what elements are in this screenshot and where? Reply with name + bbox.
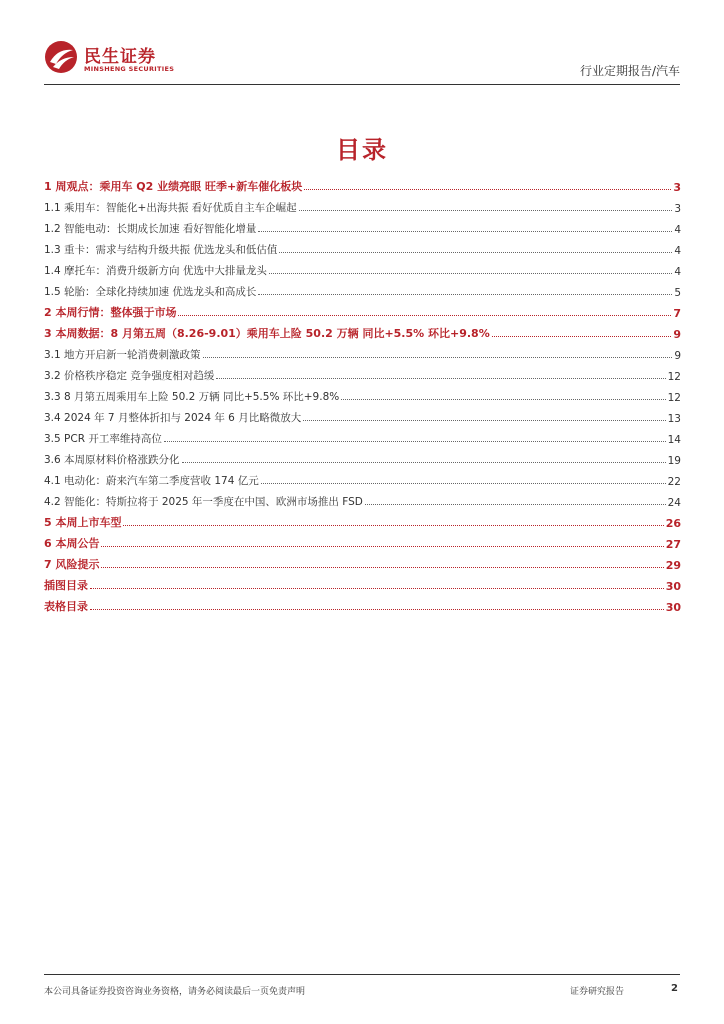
toc-leader-dots	[341, 399, 665, 400]
toc-entry[interactable]	[44, 530, 681, 551]
toc-entry[interactable]	[44, 593, 681, 614]
toc-entry[interactable]	[44, 467, 681, 488]
toc-leader-dots	[90, 588, 664, 589]
toc-entry-label: 7 风险提示	[44, 558, 100, 571]
toc-leader-dots	[261, 483, 666, 484]
toc-entry-label: 1.1 乘用车：智能化+出海共振 看好优质自主车企崛起	[44, 202, 297, 214]
toc-entry-label: 4.1 电动化：蔚来汽车第二季度营收 174 亿元	[44, 475, 259, 487]
toc-leader-dots	[164, 441, 666, 442]
toc-leader-dots	[299, 210, 673, 211]
toc-entry-page: 27	[665, 538, 681, 551]
toc-entry-page: 22	[667, 476, 681, 488]
toc-entry[interactable]	[44, 383, 681, 404]
toc-entry-page: 12	[667, 371, 681, 383]
toc-leader-dots	[303, 420, 665, 421]
toc-leader-dots	[90, 609, 664, 610]
logo-chinese-name: 民生证券	[84, 47, 156, 67]
toc-leader-dots	[203, 357, 673, 358]
toc-entry-label: 2 本周行情：整体强于市场	[44, 306, 177, 319]
footer-report-type: 证券研究报告	[570, 987, 625, 997]
toc-entry[interactable]	[44, 509, 681, 530]
toc-entry-page: 5	[674, 287, 681, 299]
toc-entry[interactable]	[44, 488, 681, 509]
toc-leader-dots	[182, 462, 666, 463]
toc-leader-dots	[101, 546, 663, 547]
toc-entry-page: 4	[674, 224, 681, 236]
toc-entry[interactable]	[44, 173, 681, 194]
toc-entry[interactable]	[44, 425, 681, 446]
toc-entry[interactable]	[44, 299, 681, 320]
toc-entry-page: 4	[674, 266, 681, 278]
toc-leader-dots	[492, 336, 672, 337]
toc-entry-label: 5 本周上市车型	[44, 516, 122, 529]
toc-entry[interactable]	[44, 194, 681, 215]
toc-entry[interactable]	[44, 215, 681, 236]
toc-entry[interactable]	[44, 446, 681, 467]
toc-leader-dots	[123, 525, 663, 526]
toc-entry-label: 3.4 2024 年 7 月整体折扣与 2024 年 6 月比略微放大	[44, 412, 302, 424]
toc-entry-label: 1.5 轮胎：全球化持续加速 优选龙头和高成长	[44, 286, 257, 298]
toc-leader-dots	[258, 294, 672, 295]
page-header	[0, 0, 724, 90]
toc-entry-page: 14	[667, 434, 681, 446]
toc-entry-page: 7	[673, 307, 681, 320]
toc-entry[interactable]	[44, 341, 681, 362]
toc-entry[interactable]	[44, 320, 681, 341]
toc-leader-dots	[178, 315, 671, 316]
toc-entry[interactable]	[44, 572, 681, 593]
toc-entry-page: 12	[667, 392, 681, 404]
document-type: 行业定期报告/汽车	[579, 64, 680, 78]
table-of-contents	[44, 173, 681, 614]
toc-entry-label: 4.2 智能化：特斯拉将于 2025 年一季度在中国、欧洲市场推出 FSD	[44, 496, 363, 508]
toc-leader-dots	[101, 567, 663, 568]
toc-entry-page: 30	[665, 601, 681, 614]
toc-entry-label: 3.6 本周原材料价格涨跌分化	[44, 454, 180, 466]
toc-entry-page: 24	[667, 497, 681, 509]
toc-entry[interactable]	[44, 362, 681, 383]
toc-leader-dots	[216, 378, 665, 379]
toc-entry-label: 3 本周数据：8 月第五周（8.26-9.01）乘用车上险 50.2 万辆 同比+5.5% 环比+9.8%	[44, 327, 490, 340]
toc-entry-page: 19	[667, 455, 681, 467]
toc-entry-label: 3.1 地方开启新一轮消费刺激政策	[44, 349, 201, 361]
toc-entry-label: 插图目录	[44, 579, 88, 592]
minsheng-logo-icon	[44, 40, 78, 74]
toc-entry-page: 26	[665, 517, 681, 530]
toc-entry[interactable]	[44, 257, 681, 278]
toc-entry-page: 13	[667, 413, 681, 425]
toc-entry-label: 3.2 价格秩序稳定 竞争强度相对趋缓	[44, 370, 215, 382]
toc-entry-label: 1.2 智能电动：长期成长加速 看好智能化增量	[44, 223, 257, 235]
toc-entry-page: 29	[665, 559, 681, 572]
toc-leader-dots	[304, 189, 671, 190]
toc-entry-label: 3.3 8 月第五周乘用车上险 50.2 万辆 同比+5.5% 环比+9.8%	[44, 391, 340, 403]
toc-entry-page: 4	[674, 245, 681, 257]
toc-title: 目录	[336, 136, 388, 164]
toc-leader-dots	[258, 231, 672, 232]
footer-divider	[44, 974, 680, 975]
toc-entry[interactable]	[44, 551, 681, 572]
toc-entry-label: 1.4 摩托车：消费升级新方向 优选中大排量龙头	[44, 265, 267, 277]
toc-entry-page: 9	[673, 328, 681, 341]
toc-leader-dots	[269, 273, 672, 274]
header-divider	[44, 84, 680, 85]
company-logo	[44, 40, 214, 80]
toc-entry-label: 6 本周公告	[44, 537, 100, 550]
toc-entry-page: 3	[674, 203, 681, 215]
toc-entry[interactable]	[44, 404, 681, 425]
toc-entry-label: 1 周观点：乘用车 Q2 业绩亮眼 旺季+新车催化板块	[44, 180, 303, 193]
logo-english-name: MINSHENG SECURITIES	[84, 65, 175, 73]
toc-entry[interactable]	[44, 236, 681, 257]
toc-entry-label: 表格目录	[44, 600, 88, 613]
toc-entry[interactable]	[44, 278, 681, 299]
page-number: 2	[671, 983, 678, 994]
toc-leader-dots	[279, 252, 672, 253]
toc-entry-label: 3.5 PCR 开工率维持高位	[44, 433, 162, 445]
toc-entry-page: 30	[665, 580, 681, 593]
toc-entry-label: 1.3 重卡：需求与结构升级共振 优选龙头和低估值	[44, 244, 278, 256]
toc-entry-page: 3	[673, 181, 681, 194]
footer-disclaimer: 本公司具备证券投资咨询业务资格，请务必阅读最后一页免责声明	[44, 987, 306, 997]
toc-leader-dots	[365, 504, 666, 505]
toc-entry-page: 9	[674, 350, 681, 362]
